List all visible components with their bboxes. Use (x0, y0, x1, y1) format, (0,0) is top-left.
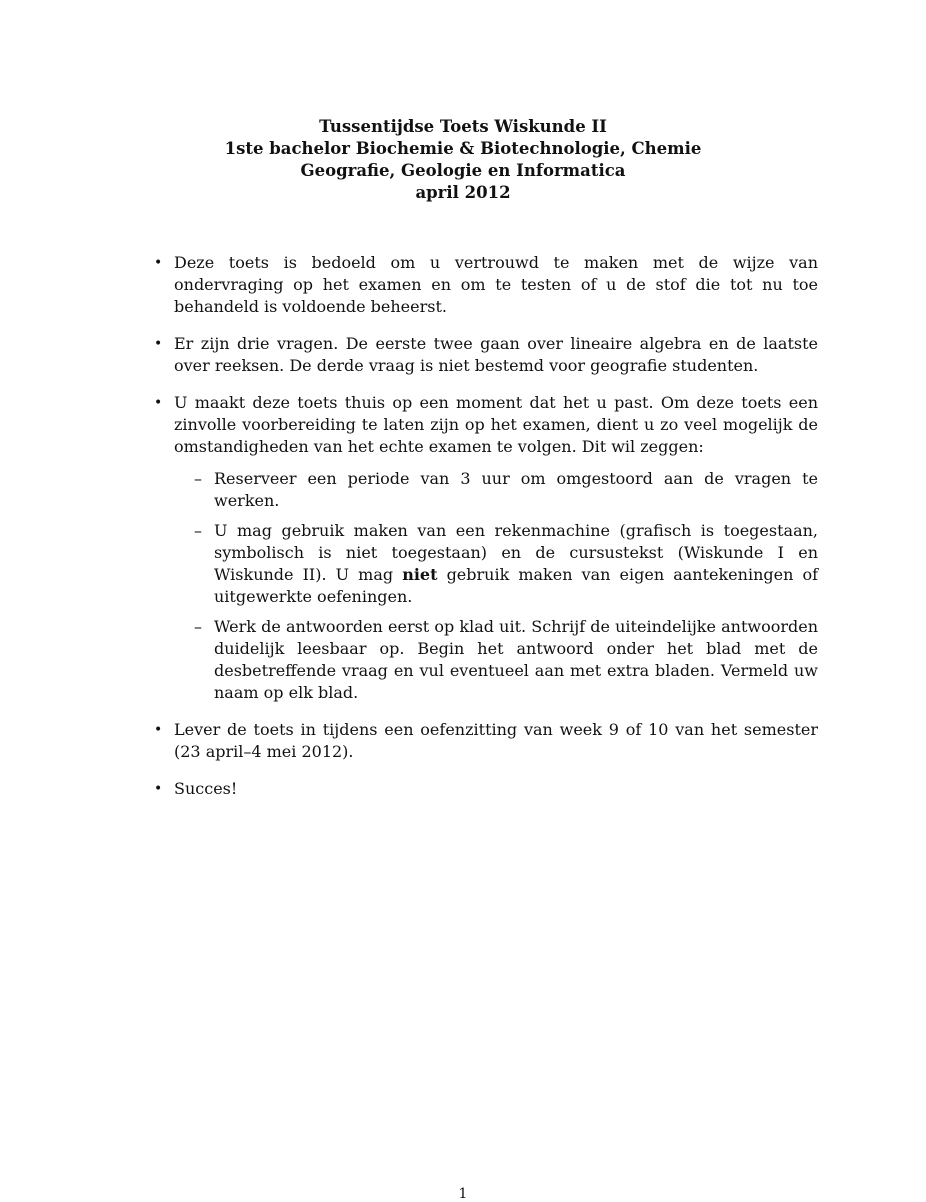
dash-icon: – (194, 469, 202, 488)
title-line-1: Tussentijdse Toets Wiskunde II (319, 117, 607, 136)
list-item (152, 333, 818, 377)
list-item (152, 252, 818, 318)
dash-icon: – (194, 617, 202, 636)
sub-list-item (174, 468, 818, 512)
bullet-icon: • (154, 395, 163, 411)
dash-icon: – (194, 521, 202, 540)
title-line-2: 1ste bachelor Biochemie & Biotechnologie, Chemie (224, 139, 702, 158)
title-line-4: april 2012 (415, 183, 511, 202)
item-text: Lever de toets in tijdens een oefenzitting van week 9 of 10 van het semester (23 april–4 mei 2012). (174, 720, 818, 761)
bullet-icon: • (154, 255, 163, 271)
bullet-icon: • (154, 781, 163, 797)
sub-item-text: Werk de antwoorden eerst op klad uit. Schrijf de uiteindelijke antwoorden duidelijk leesbaar op. Begin het antwoord onder het blad met de desbetreffende vraag en vul eventueel aan met extra bladen. Vermeld uw naam op elk blad. (214, 617, 818, 702)
item-text: Deze toets is bedoeld om u vertrouwd te maken met de wijze van ondervraging op het examen en om te testen of u de stof die tot nu toe behandeld is voldoende beheerst. (174, 253, 818, 316)
sub-item-text: U mag gebruik maken van een rekenmachine (grafisch is toegestaan, symbolisch is niet toegestaan) en de cursustekst (Wiskunde I en Wiskunde II). U mag (214, 521, 818, 584)
sub-item-text: gebruik maken van eigen aantekeningen of uitgewerkte oefeningen. (214, 565, 819, 606)
list-item (152, 392, 818, 704)
document-title (0, 116, 926, 204)
title-line-3: Geografie, Geologie en Informatica (300, 161, 626, 180)
instructions (152, 252, 818, 815)
sub-item-text: Reserveer een periode van 3 uur om omgestoord aan de vragen te werken. (214, 469, 818, 510)
item-text: Er zijn drie vragen. De eerste twee gaan over lineaire algebra en de laatste over reeksen. De derde vraag is niet bestemd voor geografie studenten. (174, 334, 818, 375)
bullet-icon: • (154, 336, 163, 352)
sub-list (174, 468, 818, 704)
list-item (152, 719, 818, 763)
emphasis-text: niet (402, 565, 438, 584)
item-text: Succes! (174, 779, 238, 798)
instruction-list (152, 252, 818, 800)
item-text: U maakt deze toets thuis op een moment dat het u past. Om deze toets een zinvolle voorbereiding te laten zijn op het examen, dient u zo veel mogelijk de omstandigheden van het echte examen te volgen. Dit wil zeggen: (174, 393, 818, 456)
list-item (152, 778, 818, 800)
sub-list-item (174, 520, 818, 608)
sub-list-item (174, 616, 818, 704)
page-number: 1 (458, 1186, 468, 1202)
bullet-icon: • (154, 722, 163, 738)
